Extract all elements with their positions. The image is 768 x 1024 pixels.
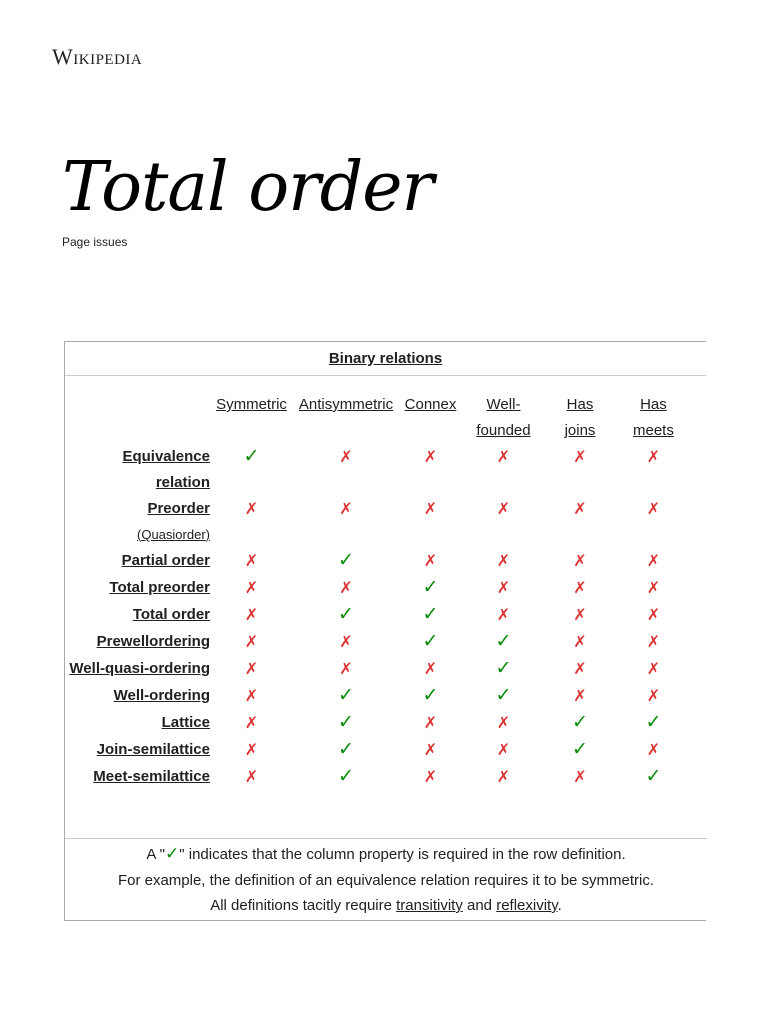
col-header-has-meets[interactable]: Has meets	[633, 396, 674, 439]
cell-antisymmetric	[293, 737, 399, 764]
cross-icon: ✗	[244, 742, 259, 759]
cross-icon: ✗	[646, 449, 661, 466]
table-row	[65, 764, 692, 791]
cross-icon: ✗	[646, 553, 661, 570]
cross-icon: ✗	[244, 634, 259, 651]
transitivity-link[interactable]: transitivity	[396, 897, 463, 914]
row-label[interactable]: Partial order	[121, 552, 210, 569]
paren-open: (	[137, 527, 142, 542]
cell-has-joins	[545, 683, 615, 710]
check-icon: ✓	[422, 631, 439, 652]
cell-well-founded	[462, 683, 545, 710]
reflexivity-link[interactable]: reflexivity	[496, 897, 558, 914]
cross-icon: ✗	[646, 501, 661, 518]
column-header-row	[65, 392, 692, 444]
cross-icon: ✗	[646, 634, 661, 651]
cell-has-joins	[545, 444, 615, 496]
cell-connex	[399, 683, 462, 710]
table-row	[65, 710, 692, 737]
cell-antisymmetric	[293, 496, 399, 548]
row-header-preorder[interactable]	[65, 496, 210, 548]
cell-well-founded	[462, 764, 545, 791]
row-label[interactable]: Preorder	[147, 500, 210, 517]
check-icon: ✓	[495, 685, 512, 706]
cell-well-founded	[462, 575, 545, 602]
cell-has-joins	[545, 575, 615, 602]
table-row	[65, 683, 692, 710]
cross-icon: ✗	[244, 715, 259, 732]
cross-icon: ✗	[423, 553, 438, 570]
cell-symmetric	[210, 496, 293, 548]
cell-well-founded	[462, 444, 545, 496]
cell-symmetric	[210, 602, 293, 629]
check-icon: ✓	[338, 712, 354, 733]
cross-icon: ✗	[573, 607, 587, 624]
cross-icon: ✗	[244, 553, 259, 570]
cell-well-founded	[462, 710, 545, 737]
cell-has-joins	[545, 602, 615, 629]
cross-icon: ✗	[573, 553, 587, 570]
row-label[interactable]: Lattice	[161, 714, 210, 731]
cell-has-meets	[615, 710, 692, 737]
cross-icon: ✗	[339, 634, 353, 651]
cross-icon: ✗	[423, 501, 438, 518]
cell-antisymmetric	[293, 683, 399, 710]
cross-icon: ✗	[244, 607, 259, 624]
cross-icon: ✗	[244, 661, 259, 678]
cell-symmetric	[210, 710, 293, 737]
col-header-well-founded[interactable]: Well-founded	[476, 396, 531, 439]
corner-cell	[65, 392, 210, 444]
cell-connex	[399, 764, 462, 791]
cell-connex	[399, 496, 462, 548]
cross-icon: ✗	[496, 580, 511, 597]
cell-well-founded	[462, 656, 545, 683]
cross-icon: ✗	[646, 580, 661, 597]
cell-has-meets	[615, 656, 692, 683]
row-label[interactable]: Meet-semilattice	[93, 768, 210, 785]
row-label[interactable]: Total preorder	[109, 579, 210, 596]
check-icon: ✓	[572, 712, 588, 733]
cell-has-meets	[615, 602, 692, 629]
check-icon: ✓	[165, 844, 180, 863]
cross-icon: ✗	[573, 580, 587, 597]
col-header-symmetric[interactable]: Symmetric	[216, 396, 287, 413]
check-icon: ✓	[645, 712, 662, 733]
cell-has-meets	[615, 496, 692, 548]
cell-symmetric	[210, 683, 293, 710]
legend-line-2: For example, the definition of an equivalence relation requires it to be symmetric.	[117, 871, 655, 889]
cross-icon: ✗	[339, 501, 353, 518]
cell-symmetric	[210, 737, 293, 764]
cell-antisymmetric	[293, 629, 399, 656]
cross-icon: ✗	[244, 580, 259, 597]
table-row	[65, 444, 692, 496]
cell-symmetric	[210, 444, 293, 496]
row-header-partial-order[interactable]	[65, 548, 210, 575]
check-icon: ✓	[422, 685, 439, 706]
cell-antisymmetric	[293, 444, 399, 496]
cell-has-meets	[615, 444, 692, 496]
cell-has-meets	[615, 764, 692, 791]
check-icon: ✓	[422, 604, 439, 625]
cell-has-joins	[545, 656, 615, 683]
cross-icon: ✗	[573, 769, 587, 786]
cross-icon: ✗	[646, 607, 661, 624]
cell-symmetric	[210, 548, 293, 575]
cross-icon: ✗	[339, 580, 353, 597]
navbox-legend	[65, 838, 707, 919]
cross-icon: ✗	[496, 449, 511, 466]
cross-icon: ✗	[496, 715, 511, 732]
row-header-total-order[interactable]	[65, 602, 210, 629]
cell-symmetric	[210, 764, 293, 791]
cross-icon: ✗	[423, 661, 438, 678]
cross-icon: ✗	[573, 449, 587, 466]
cell-has-meets	[615, 548, 692, 575]
cell-antisymmetric	[293, 656, 399, 683]
cross-icon: ✗	[573, 501, 587, 518]
cell-connex	[399, 602, 462, 629]
page-issues-link[interactable]: Page issues	[62, 235, 128, 249]
legend-line-3	[65, 893, 707, 919]
check-icon: ✓	[572, 739, 588, 760]
cross-icon: ✗	[244, 769, 259, 786]
col-header-has-joins[interactable]: Has joins	[564, 396, 596, 439]
row-header-join-semilattice[interactable]	[65, 737, 210, 764]
col-header-connex[interactable]: Connex	[404, 396, 457, 413]
legend-text: and	[462, 897, 497, 914]
table-row	[65, 548, 692, 575]
legend-line-1	[65, 841, 707, 868]
row-label[interactable]: Equivalence relation	[122, 448, 210, 491]
row-header-well-ordering[interactable]	[65, 683, 210, 710]
navbox-header-link[interactable]: Binary relations	[328, 350, 443, 367]
page-title: Total order	[62, 148, 433, 227]
cell-connex	[399, 444, 462, 496]
cell-connex	[399, 548, 462, 575]
cell-connex	[399, 710, 462, 737]
cell-antisymmetric	[293, 764, 399, 791]
check-icon: ✓	[495, 631, 512, 652]
cell-antisymmetric	[293, 602, 399, 629]
cell-has-joins	[545, 548, 615, 575]
cross-icon: ✗	[496, 501, 511, 518]
cell-well-founded	[462, 548, 545, 575]
cell-well-founded	[462, 737, 545, 764]
row-header-prewellordering[interactable]	[65, 629, 210, 656]
relations-table	[65, 392, 692, 791]
wikipedia-logo[interactable]: Wikipedia	[52, 44, 143, 69]
cross-icon: ✗	[646, 661, 661, 678]
binary-relations-navbox	[64, 341, 706, 921]
row-label[interactable]: Prewellordering	[96, 633, 210, 650]
check-icon: ✓	[422, 577, 439, 598]
cell-has-joins	[545, 737, 615, 764]
row-header-meet-semilattice[interactable]	[65, 764, 210, 791]
cell-has-meets	[615, 683, 692, 710]
row-sublabel	[65, 522, 210, 548]
cell-antisymmetric	[293, 548, 399, 575]
row-label[interactable]: Well-quasi-ordering	[69, 660, 210, 677]
row-label[interactable]: Well-ordering	[113, 687, 210, 704]
table-row	[65, 575, 692, 602]
cross-icon: ✗	[496, 607, 511, 624]
cell-well-founded	[462, 496, 545, 548]
cell-antisymmetric	[293, 710, 399, 737]
legend-text: .	[557, 897, 562, 914]
check-icon: ✓	[338, 739, 354, 760]
cell-connex	[399, 575, 462, 602]
cell-has-joins	[545, 710, 615, 737]
cell-has-joins	[545, 629, 615, 656]
row-label[interactable]: Join-semilattice	[96, 741, 210, 758]
cross-icon: ✗	[423, 769, 438, 786]
cross-icon: ✗	[244, 688, 259, 705]
col-header-antisymmetric[interactable]: Antisymmetric	[298, 396, 394, 413]
cross-icon: ✗	[573, 634, 587, 651]
cell-connex	[399, 737, 462, 764]
cross-icon: ✗	[339, 661, 353, 678]
cross-icon: ✗	[423, 715, 438, 732]
table-row	[65, 602, 692, 629]
check-icon: ✓	[338, 604, 354, 625]
cell-antisymmetric	[293, 575, 399, 602]
relations-table-body	[65, 444, 692, 791]
check-icon: ✓	[338, 685, 354, 706]
cell-has-meets	[615, 737, 692, 764]
cross-icon: ✗	[339, 449, 353, 466]
check-icon: ✓	[338, 766, 354, 787]
cell-has-joins	[545, 764, 615, 791]
cross-icon: ✗	[646, 742, 661, 759]
cell-has-meets	[615, 629, 692, 656]
table-row	[65, 656, 692, 683]
row-label[interactable]: Total order	[132, 606, 210, 623]
table-row	[65, 629, 692, 656]
legend-text: All definitions tacitly require	[210, 897, 397, 914]
cell-well-founded	[462, 629, 545, 656]
row-header-lattice[interactable]	[65, 710, 210, 737]
cell-connex	[399, 656, 462, 683]
legend-text: A "	[146, 846, 165, 863]
cross-icon: ✗	[496, 769, 511, 786]
legend-text: " indicates that the column property is required in the row definition.	[179, 846, 626, 863]
cross-icon: ✗	[573, 688, 587, 705]
table-row	[65, 496, 692, 548]
cross-icon: ✗	[423, 742, 438, 759]
table-row	[65, 737, 692, 764]
row-header-equivalence-relation[interactable]	[65, 444, 210, 496]
check-icon: ✓	[495, 658, 512, 679]
cell-symmetric	[210, 656, 293, 683]
cross-icon: ✗	[646, 688, 661, 705]
cell-symmetric	[210, 629, 293, 656]
cell-symmetric	[210, 575, 293, 602]
paren-close: )	[205, 527, 210, 542]
cross-icon: ✗	[496, 742, 511, 759]
cell-well-founded	[462, 602, 545, 629]
cross-icon: ✗	[423, 449, 438, 466]
cell-has-joins	[545, 496, 615, 548]
cell-has-meets	[615, 575, 692, 602]
cross-icon: ✗	[573, 661, 587, 678]
quasiorder-link[interactable]: Quasiorder	[141, 527, 206, 542]
check-icon: ✓	[243, 446, 260, 467]
cross-icon: ✗	[244, 501, 259, 518]
cross-icon: ✗	[496, 553, 511, 570]
check-icon: ✓	[338, 550, 354, 571]
cell-connex	[399, 629, 462, 656]
row-header-total-preorder[interactable]	[65, 575, 210, 602]
row-header-well-quasi-ordering[interactable]	[65, 656, 210, 683]
check-icon: ✓	[645, 766, 662, 787]
navbox-header	[65, 342, 706, 376]
